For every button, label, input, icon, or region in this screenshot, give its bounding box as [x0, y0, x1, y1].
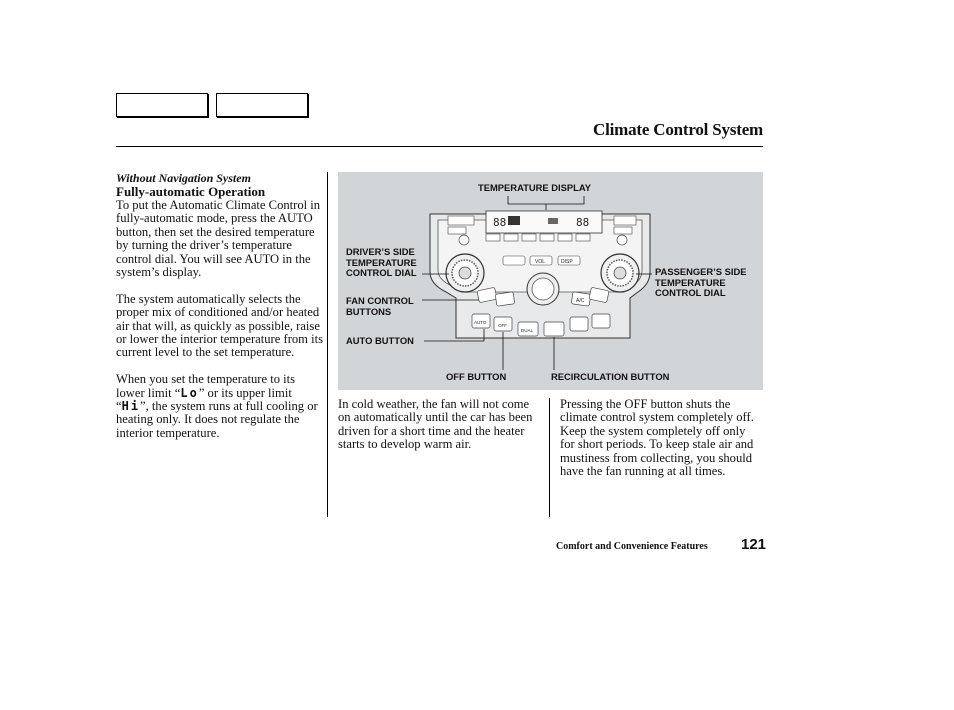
hi-symbol: Hi	[121, 399, 141, 414]
btn-vol-label: VOL	[535, 259, 546, 265]
driver-temperature-dial[interactable]	[446, 254, 484, 292]
page-title: Climate Control System	[593, 120, 763, 139]
page-number: 121	[741, 536, 767, 553]
passenger-temperature-dial[interactable]	[601, 254, 639, 292]
btn-auto-label: AUTO	[474, 320, 487, 325]
label-auto-button: AUTO BUTTON	[346, 335, 414, 346]
paragraph-limits	[116, 373, 324, 440]
middle-column	[338, 398, 544, 452]
paragraph-auto-select: The system automatically selects the proper mix of conditioned and/or heated air that will, as quickly as possible, raise or lower the interior temperature from its current level to the set temperature.	[116, 291, 324, 360]
footer-section: Comfort and Convenience Features	[556, 541, 708, 552]
column-divider	[327, 172, 328, 517]
limits-text-b: ” or its upper limit “	[116, 385, 292, 414]
label-off-button: OFF BUTTON	[446, 371, 507, 382]
column-divider-2	[549, 398, 550, 517]
paragraph-cold-weather: In cold weather, the fan will not come on automatically until the car has been driven for a short time and the heater starts to develop warm air.	[338, 397, 533, 452]
limits-text-c: ”, the system runs at full cooling or heating only. It does not regulate the interior temperature.	[116, 399, 318, 440]
paragraph-auto-mode: To put the Automatic Climate Control in fully-automatic mode, press the AUTO button, then set the desired temperature by turning the driver’s temperature control dial. You will see AUTO in the system’s display.	[116, 198, 321, 280]
left-column	[116, 172, 324, 440]
btn-dual-label: DUAL	[521, 328, 534, 333]
paragraph-off-button: Pressing the OFF button shuts the climate control system completely off. Keep the system completely off only for short periods. To keep stale air and mustiness from collecting, you should have the fan running at all times.	[560, 397, 754, 479]
label-drivers-dial: DRIVER’S SIDE TEMPERATURE CONTROL DIAL	[346, 246, 417, 279]
climate-control-figure	[338, 172, 763, 390]
nav-button-next[interactable]	[216, 93, 308, 117]
lo-symbol: Lo	[180, 385, 199, 400]
lcd-right-temp: 88	[576, 216, 590, 229]
btn-ac-label: A/C	[576, 298, 585, 304]
right-column	[560, 398, 760, 478]
section-heading: Fully-automatic Operation	[116, 184, 266, 199]
lcd-left-temp: 88	[493, 216, 507, 229]
title-rule	[116, 146, 763, 147]
recirculation-button[interactable]	[544, 322, 564, 336]
label-recirculation-button: RECIRCULATION BUTTON	[551, 371, 670, 382]
btn-off-label: OFF	[498, 323, 507, 328]
defrost-button[interactable]	[570, 317, 588, 331]
label-fan-buttons: FAN CONTROL BUTTONS	[346, 295, 414, 317]
rear-defrost-button[interactable]	[592, 314, 610, 328]
subsection-label: Without Navigation System	[116, 171, 251, 185]
label-passengers-dial: PASSENGER’S SIDE TEMPERATURE CONTROL DIAL	[655, 266, 747, 299]
nav-button-previous[interactable]	[116, 93, 208, 117]
btn-disp-label: DISP	[561, 259, 573, 265]
limits-text-a: When you set the temperature to its lower limit “	[116, 372, 296, 400]
label-temperature-display: TEMPERATURE DISPLAY	[478, 182, 592, 193]
